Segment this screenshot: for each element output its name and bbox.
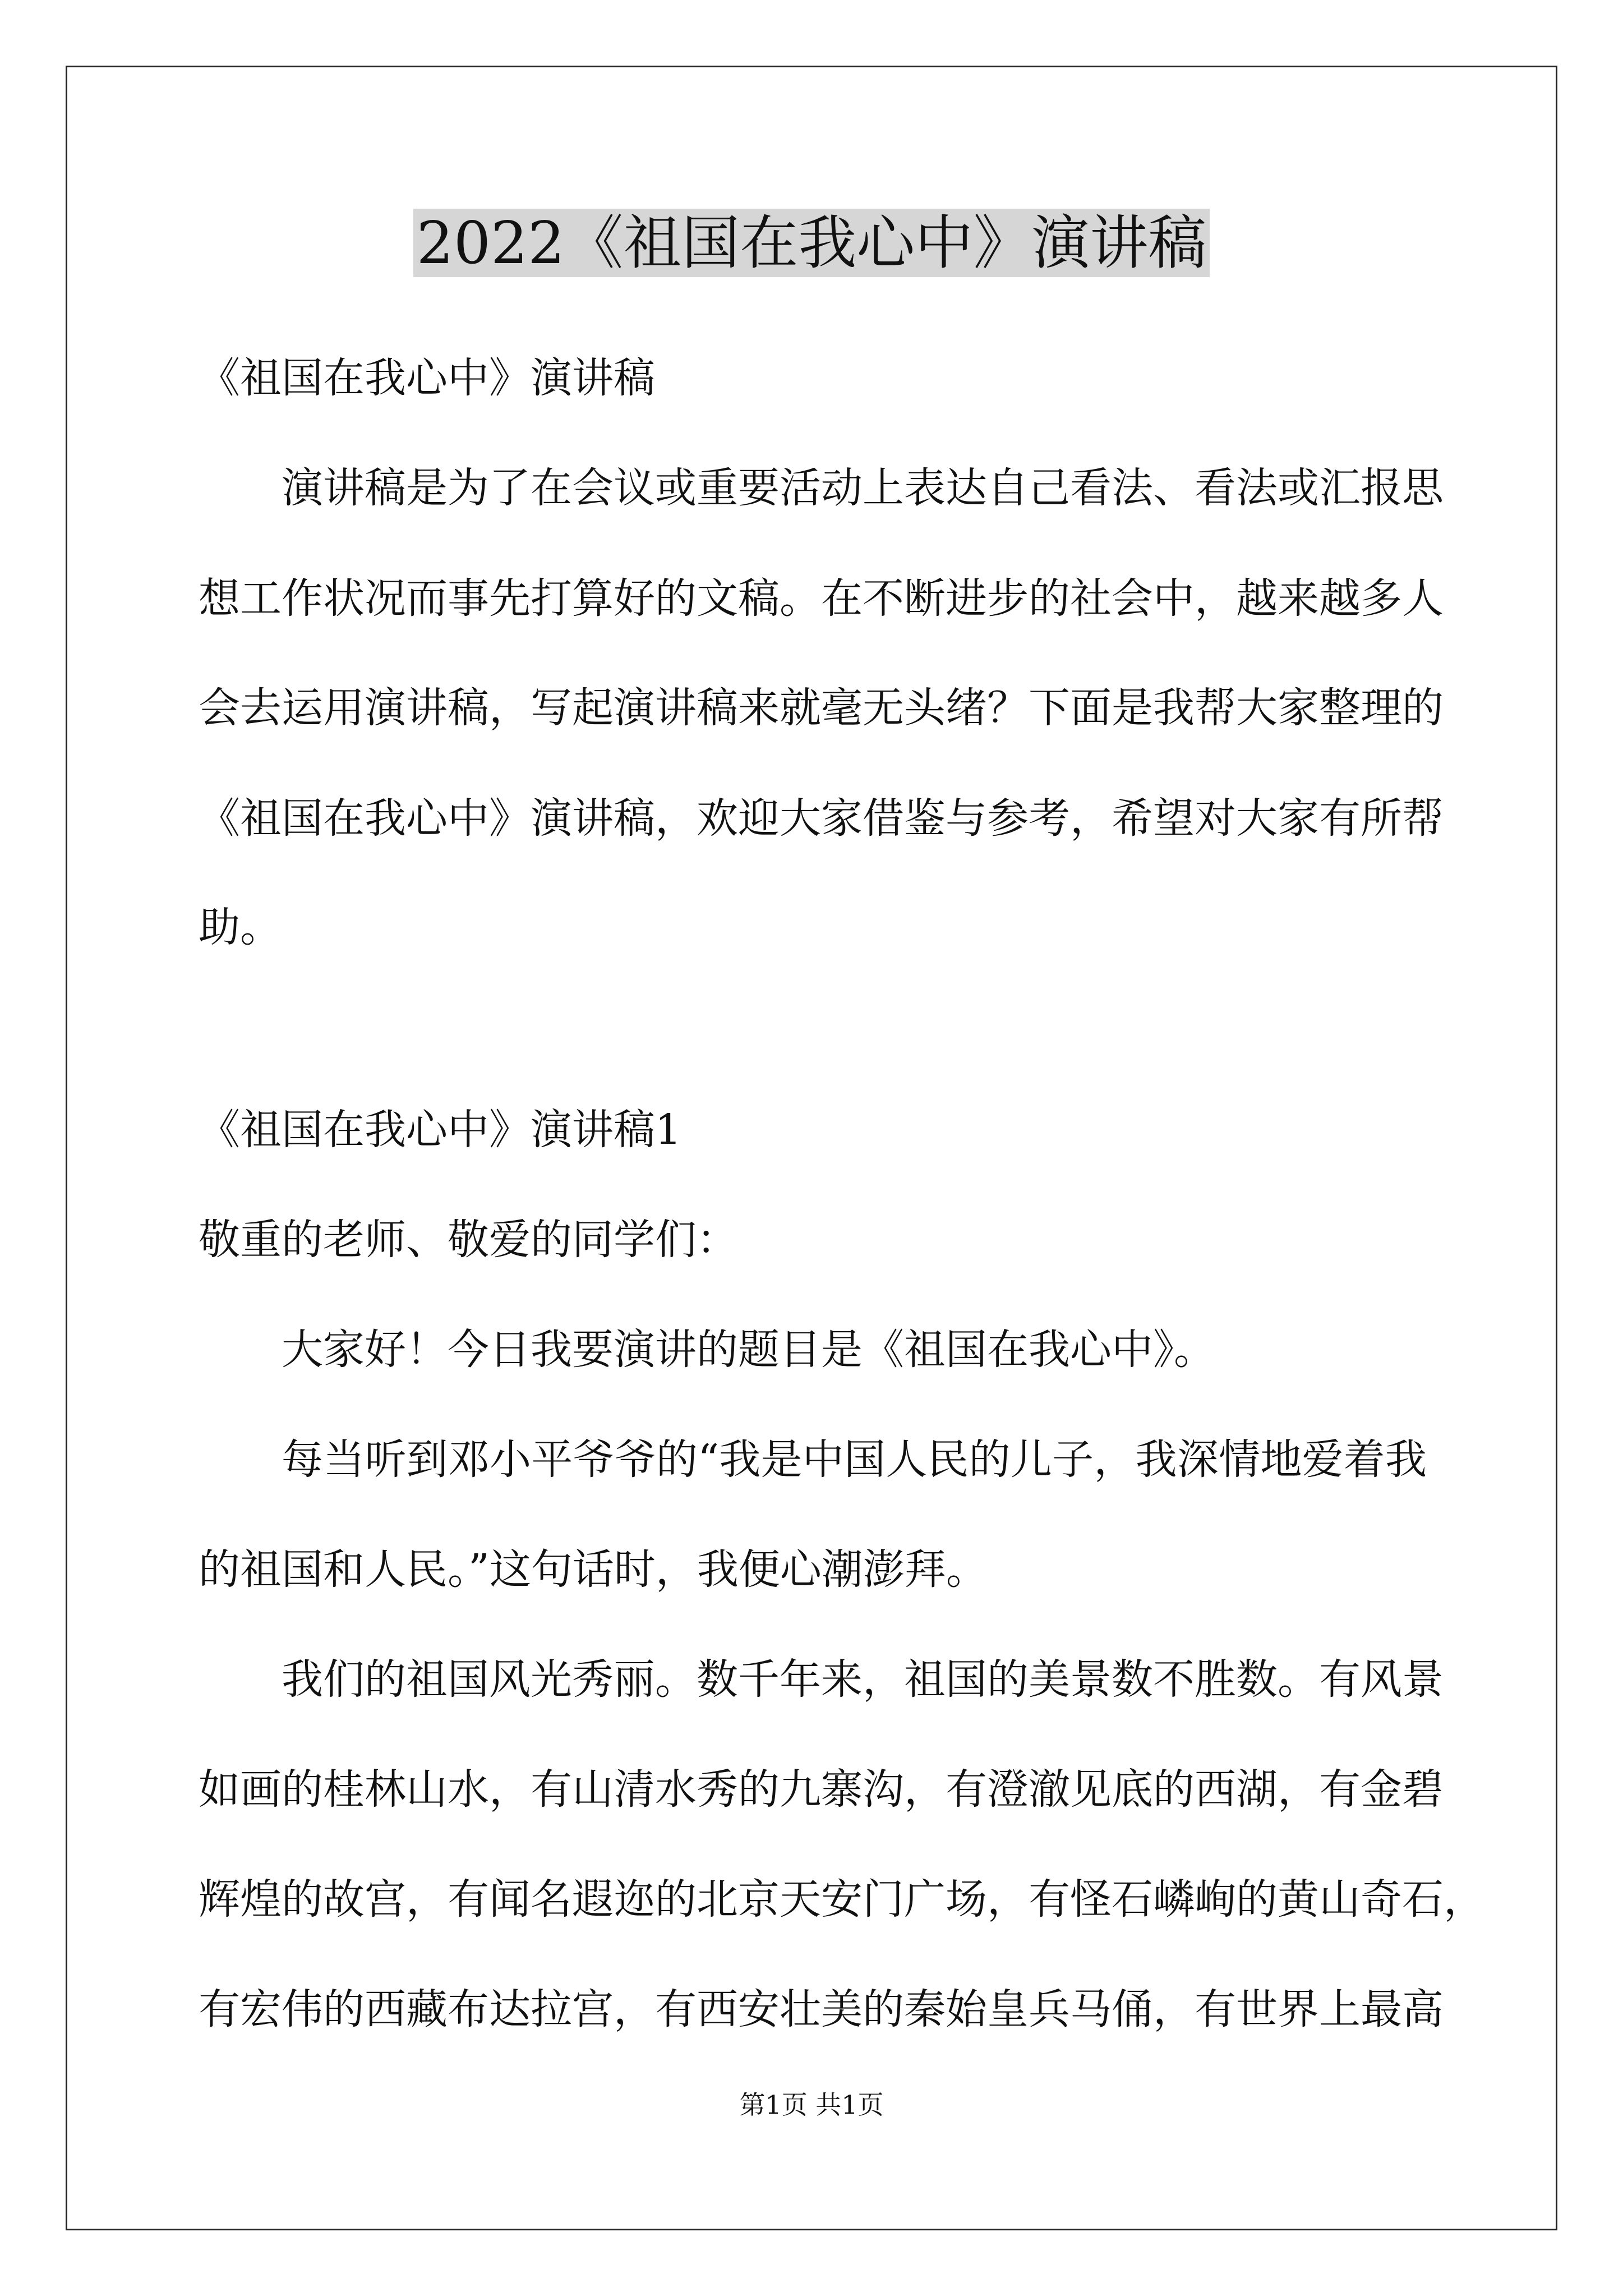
intro-line-1: 演讲稿是为了在会议或重要活动上表达自己看法、看法或汇报思 <box>282 464 1444 512</box>
para2-line-1: 每当听到邓小平爷爷的“我是中国人民的儿子，我深情地爱着我 <box>282 1435 1427 1484</box>
document-subtitle: 《祖国在我心中》演讲稿 <box>199 354 655 402</box>
document-title-text: 2022《祖国在我心中》演讲稿 <box>413 209 1210 277</box>
salutation: 敬重的老师、敬爱的同学们： <box>199 1216 738 1264</box>
intro-line-4: 《祖国在我心中》演讲稿，欢迎大家借鉴与参考，希望对大家有所帮 <box>199 794 1444 843</box>
page-number-footer: 第1页 共1页 <box>739 2090 884 2120</box>
intro-line-2: 想工作状况而事先打算好的文稿。在不断进步的社会中，越来越多人 <box>199 574 1444 623</box>
para3-line-3: 辉煌的故宫，有闻名遐迩的北京天安门广场，有怪石嶙峋的黄山奇石， <box>199 1875 1485 1924</box>
greeting-line: 大家好！今日我要演讲的题目是《祖国在我心中》。 <box>282 1326 1215 1374</box>
intro-line-5: 助。 <box>199 903 282 951</box>
para3-line-2: 如画的桂林山水，有山清水秀的九寨沟，有澄澈见底的西湖，有金碧 <box>199 1765 1444 1814</box>
section-heading: 《祖国在我心中》演讲稿1 <box>199 1106 682 1154</box>
para2-line-2: 的祖国和人民。”这句话时，我便心潮澎拜。 <box>199 1545 988 1594</box>
document-title <box>0 206 1623 279</box>
para3-line-1: 我们的祖国风光秀丽。数千年来，祖国的美景数不胜数。有风景 <box>282 1655 1444 1704</box>
intro-line-3: 会去运用演讲稿，写起演讲稿来就毫无头绪？下面是我帮大家整理的 <box>199 684 1444 732</box>
para3-line-4: 有宏伟的西藏布达拉宫，有西安壮美的秦始皇兵马俑，有世界上最高 <box>199 1985 1444 2033</box>
